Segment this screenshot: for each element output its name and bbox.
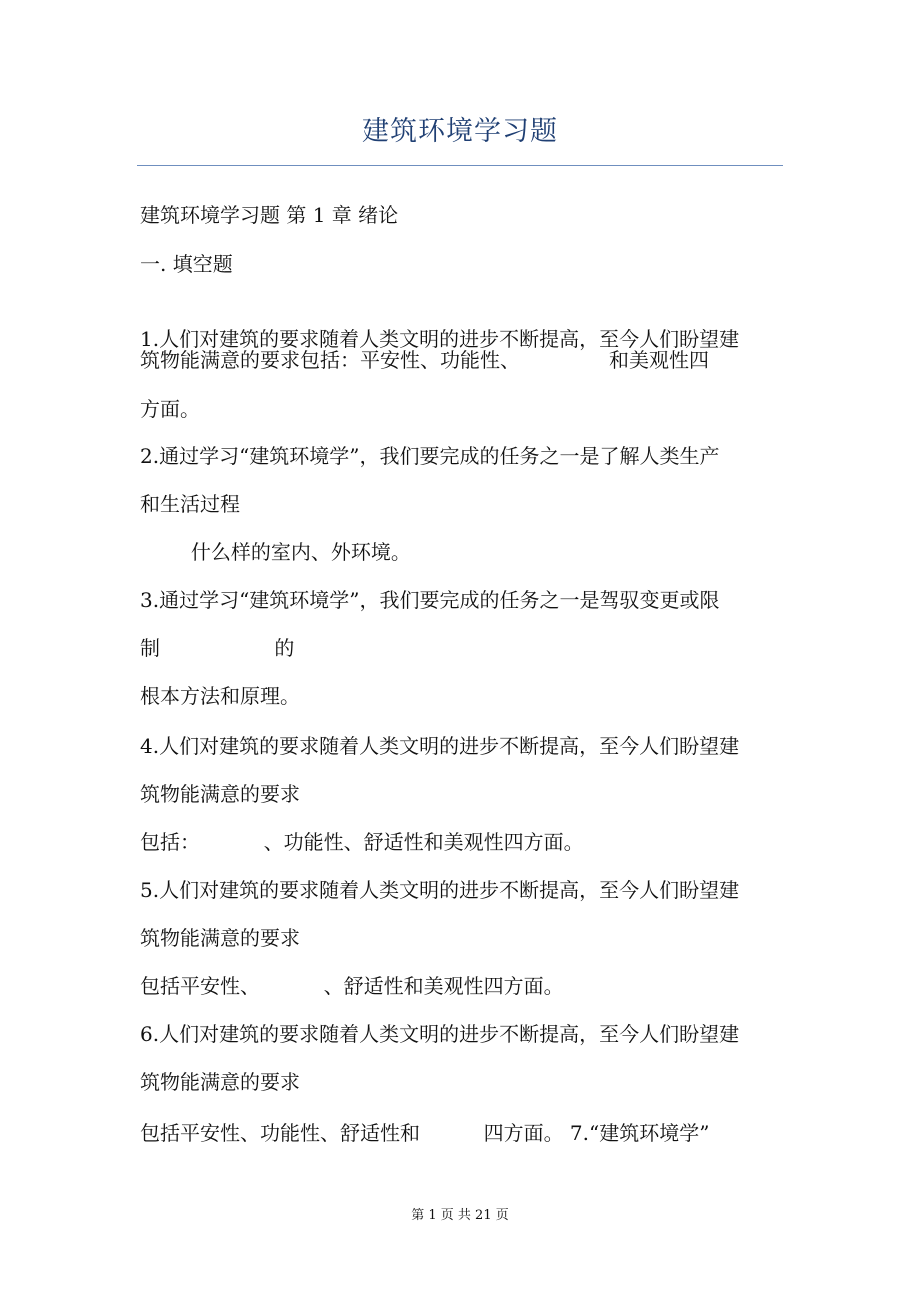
body-line: 包括平安性、功能性、舒适性和 四方面。 7.“建筑环境学” (140, 1121, 710, 1145)
body-line: 筑物能满意的要求包括：平安性、功能性、 和美观性四 (140, 348, 710, 372)
body-line: 6.人们对建筑的要求随着人类文明的进步不断提高，至今人们盼望建 (140, 1022, 740, 1046)
body-line: 和生活过程 (140, 492, 240, 516)
body-line: 筑物能满意的要求 (140, 782, 300, 806)
body-line: 筑物能满意的要求 (140, 1070, 300, 1094)
body-line: 什么样的室内、外环境。 (140, 540, 411, 564)
body-line: 2.通过学习“建筑环境学”，我们要完成的任务之一是了解人类生产 (140, 444, 720, 468)
body-line: 筑物能满意的要求 (140, 926, 300, 950)
body-line: 5.人们对建筑的要求随着人类文明的进步不断提高，至今人们盼望建 (140, 878, 740, 902)
body-line: 4.人们对建筑的要求随着人类文明的进步不断提高，至今人们盼望建 (140, 734, 740, 758)
title-underline (137, 165, 783, 166)
body-line: 一. 填空题 (140, 252, 233, 276)
body-line: 制 的 (140, 636, 295, 660)
body-line: 根本方法和原理。 (140, 684, 300, 708)
body-line: 包括： 、功能性、舒适性和美观性四方面。 (140, 830, 584, 854)
page-footer: 第 1 页 共 21 页 (411, 1208, 509, 1223)
body-line: 方面。 (140, 397, 200, 421)
body-line: 1.人们对建筑的要求随着人类文明的进步不断提高，至今人们盼望建 (140, 327, 740, 351)
body-line: 3.通过学习“建筑环境学”，我们要完成的任务之一是驾驭变更或限 (140, 588, 720, 612)
document-title: 建筑环境学习题 (362, 116, 558, 147)
body-line: 建筑环境学习题 第 1 章 绪论 (140, 203, 399, 227)
body-line: 包括平安性、 、舒适性和美观性四方面。 (140, 974, 564, 998)
